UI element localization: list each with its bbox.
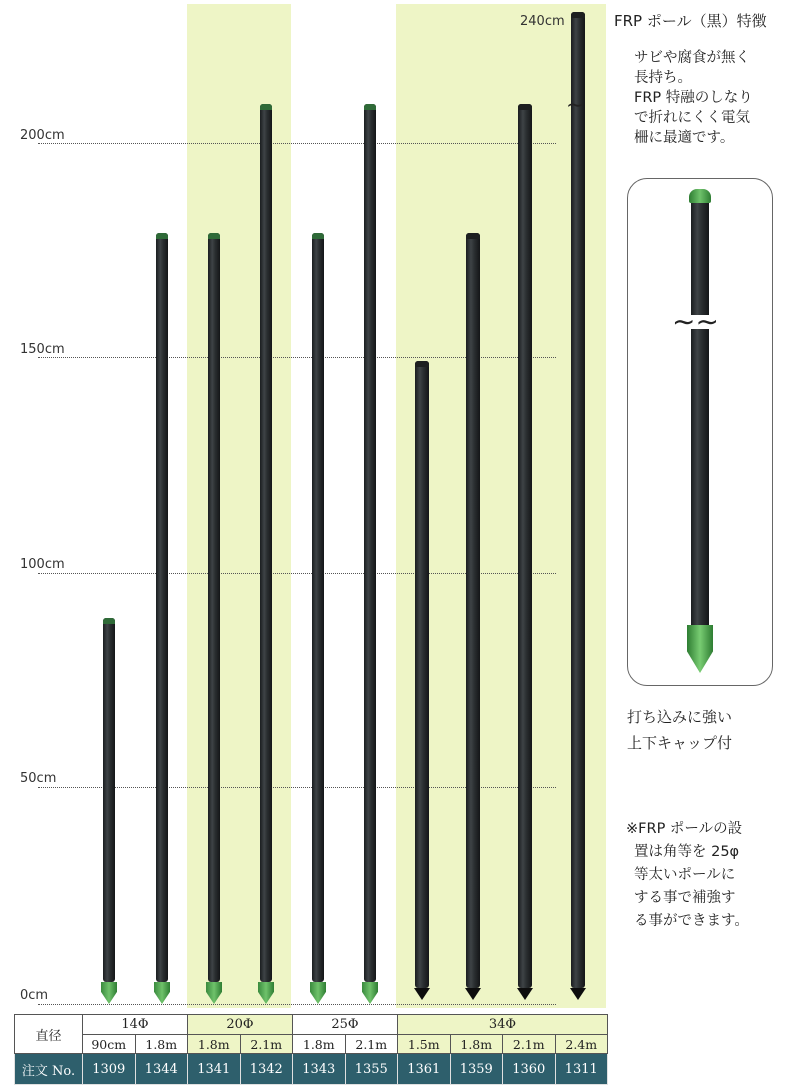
ylabel-100: 100cm [20, 557, 65, 572]
diameter-cell: 14Φ [83, 1015, 188, 1035]
order-number-cell: 1355 [345, 1054, 398, 1085]
note-line: 置は角等を 25φ [634, 844, 740, 860]
feature-line: 打ち込みに強い [627, 708, 733, 726]
order-number-cell: 1343 [293, 1054, 346, 1085]
pole-1311 [571, 12, 585, 988]
desc-line: FRP 特融のしなり [634, 90, 753, 106]
length-row [15, 1035, 608, 1054]
desc-line: で折れにくく電気 [634, 110, 750, 126]
gridline-0 [38, 1004, 556, 1005]
pole-1361 [415, 361, 429, 988]
pole-top-cap [208, 233, 220, 239]
pole-top-cap [466, 233, 480, 239]
pole-top-cap [156, 233, 168, 239]
order-number-cell: 1311 [555, 1054, 608, 1085]
diameter-cell: 25Φ [293, 1015, 398, 1035]
desc-line: 柵に最適です。 [634, 130, 735, 146]
detail-top-cap [689, 189, 711, 203]
diameter-header: 直径 [15, 1015, 83, 1054]
pole-1343 [312, 233, 324, 982]
pole-1355 [364, 104, 376, 982]
pole-top-cap [364, 104, 376, 110]
diameter-cell: 34Φ [398, 1015, 608, 1035]
cap-feature [627, 704, 732, 756]
pole-detail-inset [627, 178, 773, 686]
pole-tip-1344 [154, 982, 170, 1004]
highlight-band-20 [187, 4, 291, 1008]
length-cell: 1.8m [135, 1035, 188, 1054]
note-line: する事で補強す [634, 890, 736, 906]
note-line: ※FRP ポールの設 [626, 821, 743, 837]
pole-top-cap [518, 104, 532, 110]
spec-table [14, 1014, 608, 1085]
order-number-cell: 1341 [188, 1054, 241, 1085]
order-number-cell: 1361 [398, 1054, 451, 1085]
pole-top-cap [103, 618, 115, 624]
pole-1344 [156, 233, 168, 982]
ylabel-0: 0cm [20, 988, 49, 1003]
length-cell: 2.1m [240, 1035, 293, 1054]
order-number-cell: 1309 [83, 1054, 136, 1085]
diameter-cell: 20Φ [188, 1015, 293, 1035]
order-number-cell: 1359 [450, 1054, 503, 1085]
order-number-row [15, 1054, 608, 1085]
order-number-cell: 1344 [135, 1054, 188, 1085]
features-title: FRP ポール（黒）特徴 [614, 12, 767, 30]
pole-1342 [260, 104, 272, 982]
order-number-cell: 1342 [240, 1054, 293, 1085]
ylabel-200: 200cm [20, 128, 65, 143]
pole-top-cap [312, 233, 324, 239]
note-line: 等太いポールに [634, 867, 736, 883]
pole-1341 [208, 233, 220, 982]
label-240cm: 240cm [520, 14, 565, 29]
break-mark: ∼ [566, 93, 585, 118]
installation-note [626, 818, 749, 933]
detail-bottom-cap [687, 625, 713, 673]
length-cell: 2.1m [503, 1035, 556, 1054]
note-line: る事ができます。 [634, 913, 749, 929]
pole-1359 [466, 233, 480, 988]
diameter-row [15, 1015, 608, 1035]
length-cell: 1.5m [398, 1035, 451, 1054]
length-cell: 2.1m [345, 1035, 398, 1054]
features-description [634, 48, 753, 148]
pole-top-cap [571, 12, 585, 18]
ylabel-150: 150cm [20, 342, 65, 357]
pole-top-cap [415, 361, 429, 367]
pole-top-cap [260, 104, 272, 110]
gridline-200 [38, 143, 556, 144]
order-number-header: 注文 No. [15, 1054, 83, 1085]
pole-1360 [518, 104, 532, 988]
ylabel-50: 50cm [20, 771, 57, 786]
feature-line: 上下キャップ付 [627, 734, 733, 752]
length-cell: 2.4m [555, 1035, 608, 1054]
detail-break-mark: ∼∼ [672, 305, 719, 338]
length-cell: 1.8m [450, 1035, 503, 1054]
pole-tip-1309 [101, 982, 117, 1004]
desc-line: 長持ち。 [634, 70, 692, 86]
pole-tip-1343 [310, 982, 326, 1004]
order-number-cell: 1360 [503, 1054, 556, 1085]
length-cell: 90cm [83, 1035, 136, 1054]
pole-1309 [103, 618, 115, 982]
pole-tip-1355 [362, 982, 378, 1004]
length-cell: 1.8m [293, 1035, 346, 1054]
length-cell: 1.8m [188, 1035, 241, 1054]
desc-line: サビや腐食が無く [634, 50, 750, 66]
detail-pole [691, 193, 709, 645]
